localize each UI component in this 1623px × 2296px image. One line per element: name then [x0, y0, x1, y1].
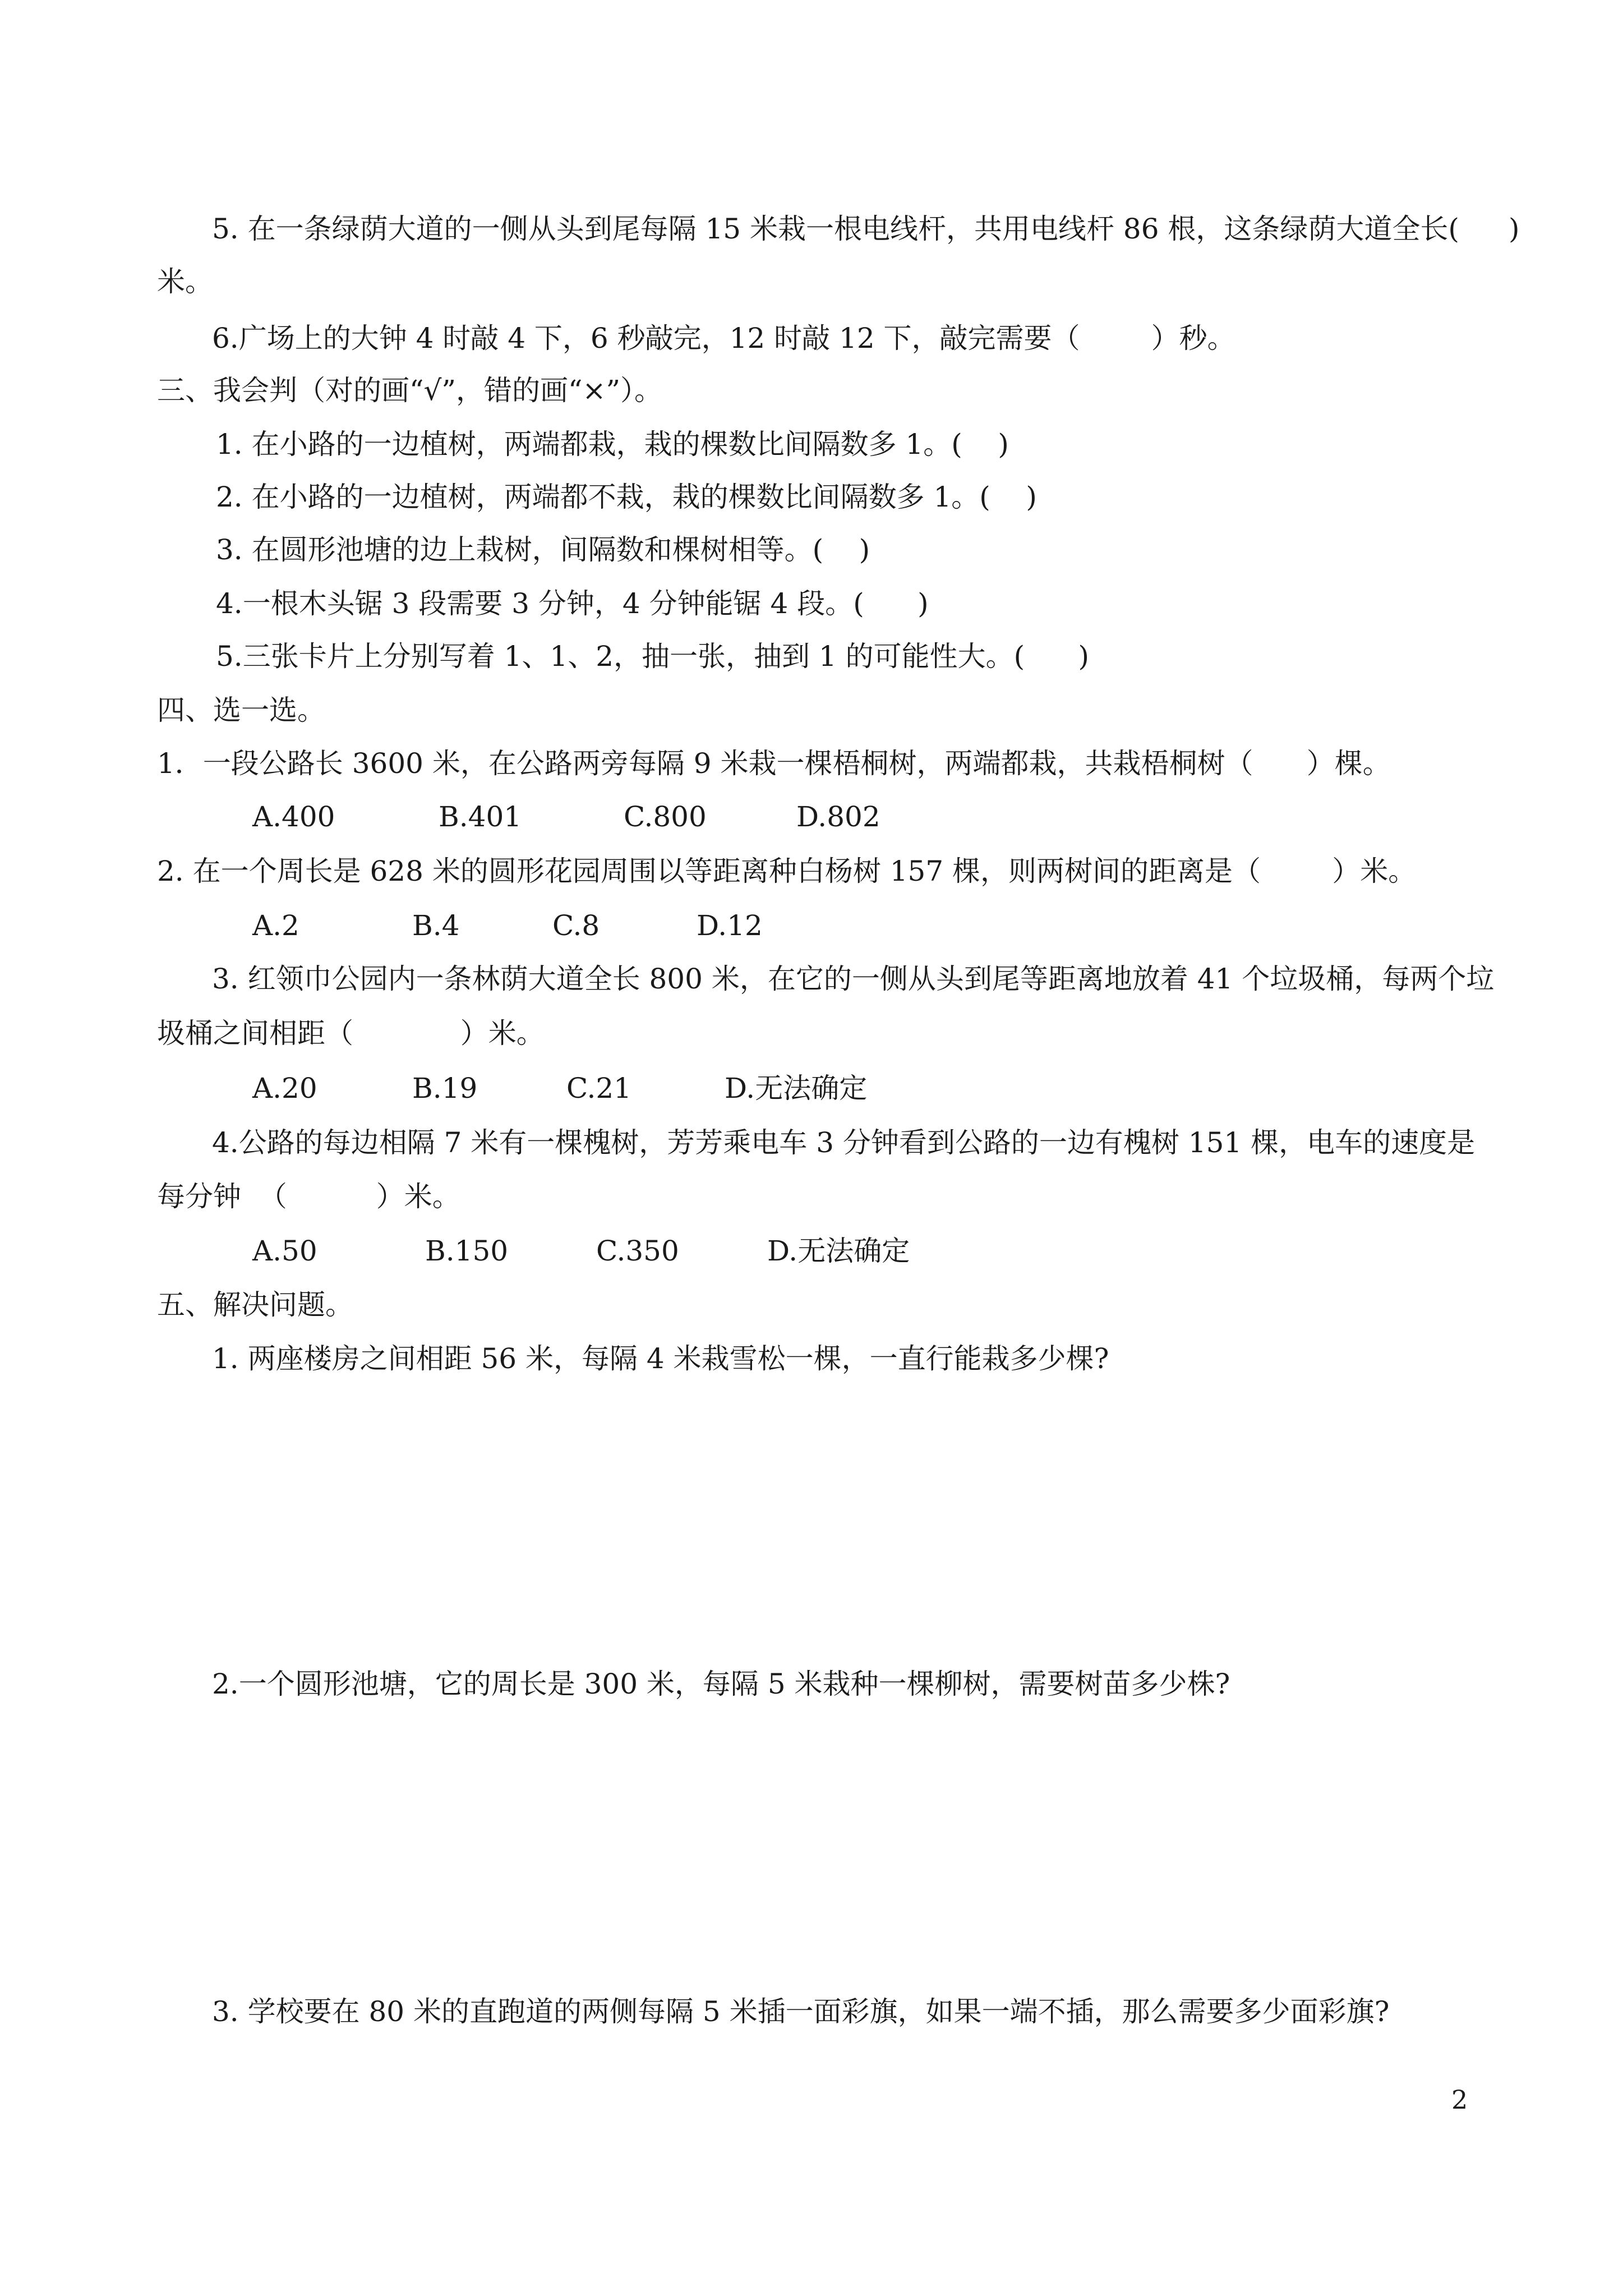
option-c: C.21: [566, 1072, 631, 1105]
page-number: 2: [1451, 2085, 1468, 2115]
fill-question-6: 6.广场上的大钟 4 时敲 4 下，6 秒敲完，12 时敲 12 下，敲完需要（ ）秒。: [212, 322, 1235, 355]
section-choose-heading: 四、选一选。: [157, 694, 325, 726]
option-d: D.802: [796, 800, 880, 833]
judge-item: 1. 在小路的一边植树，两端都栽，栽的棵数比间隔数多 1。( ): [216, 428, 1009, 461]
option-d: D.12: [697, 909, 763, 942]
choose-question-3-line1: 3. 红领巾公园内一条林荫大道全长 800 米，在它的一侧从头到尾等距离地放着 41 个垃圾桶，每两个垃: [212, 963, 1495, 995]
fill-question-5-line2: 米。: [157, 265, 213, 298]
option-d: D.无法确定: [767, 1235, 910, 1267]
option-b: B.401: [439, 800, 522, 833]
option-b: B.4: [412, 909, 460, 942]
choose-question-1: 1．一段公路长 3600 米，在公路两旁每隔 9 米栽一棵梧桐树，两端都栽，共栽梧桐树（ ）棵。: [157, 747, 1391, 780]
option-c: C.800: [624, 800, 707, 833]
judge-item: 4.一根木头锯 3 段需要 3 分钟，4 分钟能锯 4 段。( ): [216, 587, 929, 620]
option-c: C.350: [596, 1235, 679, 1267]
option-a: A.2: [252, 909, 299, 942]
fill-question-5-paren: ): [1509, 213, 1520, 245]
solve-question-1: 1. 两座楼房之间相距 56 米，每隔 4 米栽雪松一棵，一直行能栽多少棵?: [212, 1342, 1109, 1375]
option-a: A.20: [252, 1072, 317, 1105]
option-d: D.无法确定: [725, 1072, 868, 1105]
option-b: B.150: [425, 1235, 509, 1267]
choose-question-4-line2: 每分钟 （ ）米。: [157, 1180, 460, 1213]
judge-item: 2. 在小路的一边植树，两端都不栽，栽的棵数比间隔数多 1。( ): [216, 481, 1037, 513]
choose-question-3-line2: 圾桶之间相距（ ）米。: [157, 1017, 545, 1050]
option-c: C.8: [552, 909, 600, 942]
option-b: B.19: [412, 1072, 478, 1105]
section-judge-heading: 三、我会判（对的画“√”，错的画“×”）。: [157, 374, 663, 407]
solve-question-3: 3. 学校要在 80 米的直跑道的两侧每隔 5 米插一面彩旗，如果一端不插，那么需要多少面彩旗?: [212, 1995, 1390, 2028]
choose-question-2: 2. 在一个周长是 628 米的圆形花园周围以等距离种白杨树 157 棵，则两树间的距离是（ ）米。: [157, 855, 1417, 887]
fill-question-5-line1: 5. 在一条绿荫大道的一侧从头到尾每隔 15 米栽一根电线杆，共用电线杆 86 根，这条绿荫大道全长(: [212, 213, 1459, 245]
option-a: A.50: [252, 1235, 317, 1267]
judge-item: 3. 在圆形池塘的边上栽树，间隔数和棵树相等。( ): [216, 533, 870, 566]
section-solve-heading: 五、解决问题。: [157, 1289, 353, 1321]
solve-question-2: 2.一个圆形池塘，它的周长是 300 米，每隔 5 米栽种一棵柳树，需要树苗多少株?: [212, 1668, 1230, 1700]
choose-question-4-line1: 4.公路的每边相隔 7 米有一棵槐树，芳芳乘电车 3 分钟看到公路的一边有槐树 151 棵，电车的速度是: [212, 1126, 1476, 1159]
judge-item: 5.三张卡片上分别写着 1、1、2，抽一张，抽到 1 的可能性大。( ): [216, 640, 1090, 673]
option-a: A.400: [252, 800, 335, 833]
